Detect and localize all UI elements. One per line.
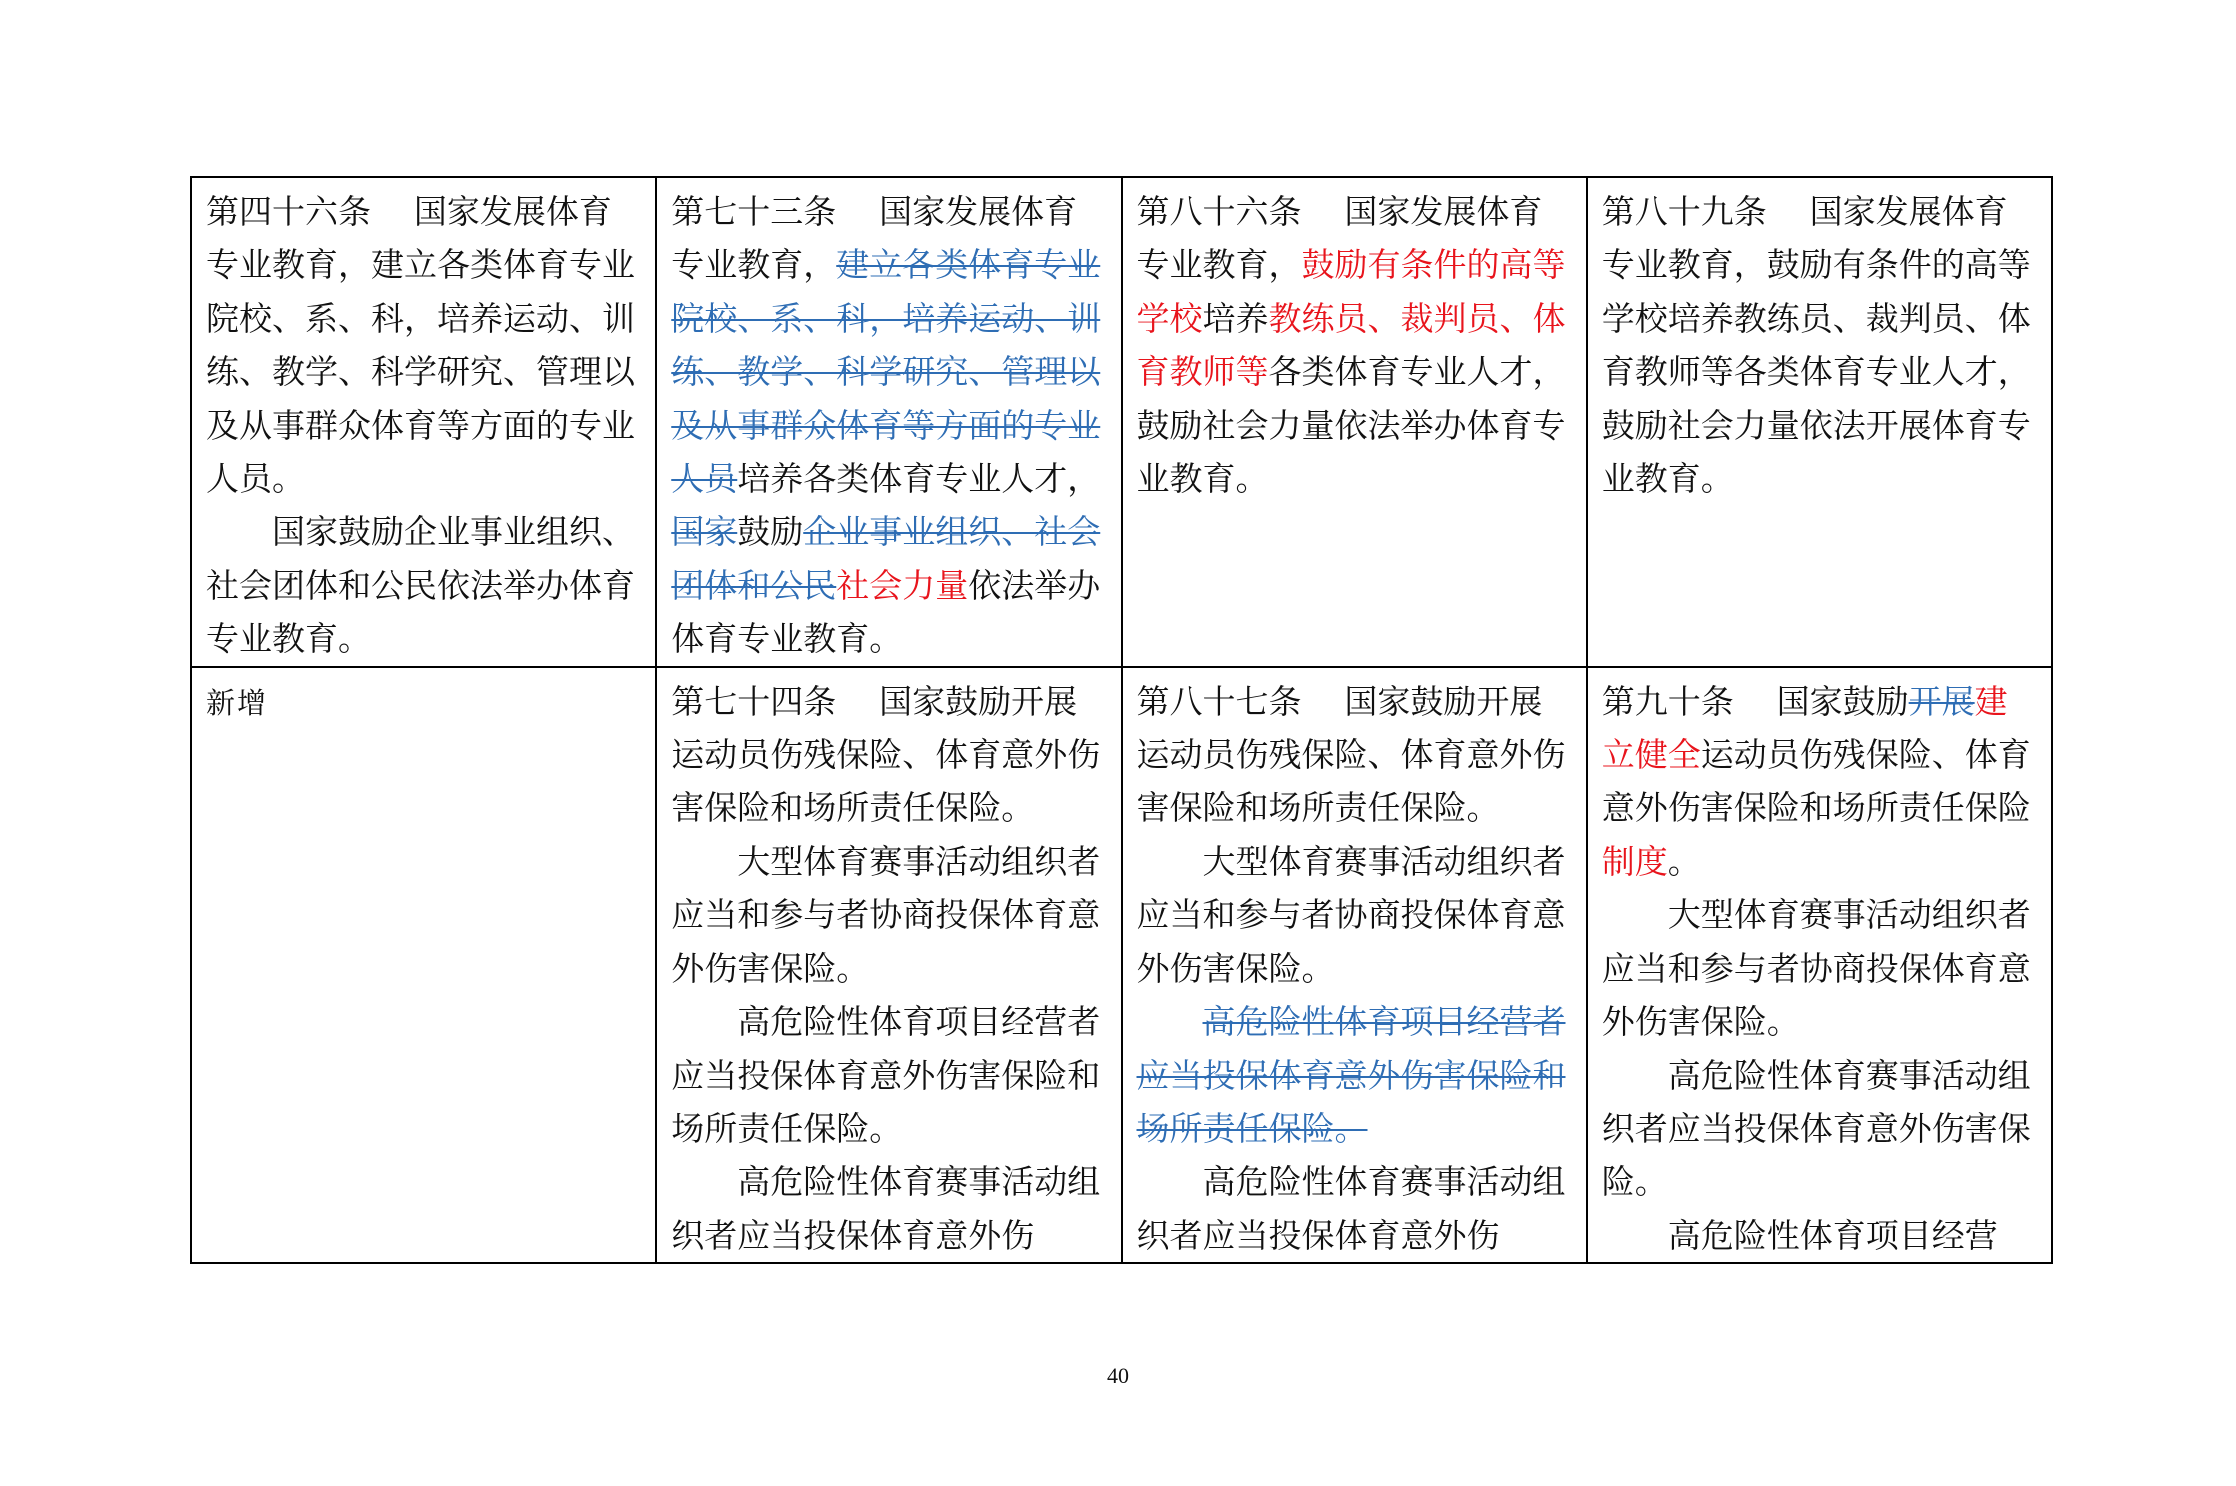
table-cell (1587, 177, 2052, 667)
inserted-text: 社会力量 (836, 565, 969, 605)
article-paragraph (1137, 835, 1574, 995)
article-paragraph (1602, 185, 2039, 505)
article-paragraph (671, 185, 1108, 666)
article-text: 培养各类体育专业人才， (737, 459, 1101, 499)
article-paragraph (671, 995, 1108, 1155)
inserted-text: 鼓励有条件的高等学校 (1136, 245, 1566, 338)
article-paragraph (1137, 1155, 1574, 1262)
table-cell (191, 177, 656, 667)
article-text: 国家鼓励开展运动员伤残保险、体育意外伤害保险和场所责任保险。 (671, 681, 1101, 828)
article-text: 培养 (1202, 298, 1269, 338)
article-paragraph (1602, 1049, 2039, 1209)
article-text: 依法举办体育专业教育。 (671, 565, 1101, 659)
page-number: 40 (1107, 1363, 1129, 1388)
table-cell (1122, 667, 1587, 1263)
article-text: 国家发展体育专业教育，鼓励有条件的高等学校培养教练员、裁判员、体育教师等各类体育专业人才，鼓励社会力量依法开展体育专业教育。 (1601, 192, 2031, 499)
article-text: 运动员伤残保险、体育意外伤害保险和场所责任保险 (1601, 735, 2031, 828)
article-text: 高危险性体育赛事活动组织者应当投保体育意外伤害保险。 (1601, 1055, 2031, 1202)
article-text: 大型体育赛事活动组织者应当和参与者协商投保体育意外伤害保险。 (671, 841, 1101, 988)
article-text: 大型体育赛事活动组织者应当和参与者协商投保体育意外伤害保险。 (1601, 895, 2031, 1042)
article-text: 高危险性体育赛事活动组织者应当投保体育意外伤 (671, 1162, 1101, 1255)
article-text: 鼓励 (737, 512, 804, 552)
article-text: 国家发展体育专业教育， (671, 192, 1078, 285)
article-text: 国家鼓励 (1776, 681, 1909, 721)
article-text: 第八十七条 (1136, 681, 1302, 721)
article-paragraph (671, 835, 1108, 995)
article-paragraph (671, 1155, 1108, 1262)
article-text: 第八十九条 (1601, 192, 1767, 231)
article-text: 大型体育赛事活动组织者应当和参与者协商投保体育意外伤害保险。 (1136, 841, 1566, 988)
inserted-text: 制度 (1601, 841, 1668, 881)
comparison-table (190, 176, 2053, 1264)
article-paragraph (1602, 1209, 2039, 1262)
table-cell (656, 177, 1121, 667)
article-text: 第九十条 (1601, 681, 1734, 721)
article-paragraph (1137, 995, 1574, 1155)
table-row (191, 177, 2052, 667)
article-text: 国家发展体育专业教育，建立各类体育专业院校、系、科，培养运动、训练、教学、科学研究、管理以及从事群众体育等方面的专业人员。 (206, 192, 635, 499)
article-text: 高危险性体育项目经营者应当投保体育意外伤害保险和场所责任保险。 (671, 1002, 1101, 1148)
article-text: 。 (1667, 841, 1701, 881)
article-paragraph (206, 185, 643, 505)
article-text: 第四十六条 (206, 192, 371, 231)
article-text: 国家鼓励企业事业组织、社会团体和公民依法举办体育专业教育。 (206, 512, 635, 659)
article-text: 各类体育专业人才，鼓励社会力量依法举办体育专业教育。 (1136, 352, 1566, 499)
article-text: 第七十四条 (671, 681, 837, 721)
new-article-label: 新增 (206, 685, 269, 720)
article-paragraph (206, 505, 643, 665)
article-text: 国家发展体育专业教育， (1136, 192, 1543, 285)
article-text: 高危险性体育项目经营 (1667, 1215, 1998, 1255)
article-paragraph (1602, 888, 2039, 1048)
article-paragraph (1602, 675, 2039, 889)
table-cell (1122, 177, 1587, 667)
inserted-text: 建立健全 (1601, 681, 2008, 775)
article-paragraph (1137, 675, 1574, 835)
inserted-text: 教练员、裁判员、体育教师等 (1136, 298, 1566, 392)
table-row (191, 667, 2052, 1263)
deleted-text: 企业事业组织、社会团体和公民 (671, 512, 1101, 605)
deleted-text: 建立各类体育专业院校、系、科，培养运动、训练、教学、科学研究、管理以及从事群众体育等方面的专业人员 (671, 245, 1101, 499)
article-paragraph (671, 675, 1108, 835)
deleted-text: 开展 (1908, 681, 1975, 721)
article-text: 高危险性体育赛事活动组织者应当投保体育意外伤 (1136, 1162, 1566, 1255)
article-text: 第七十三条 (671, 192, 837, 231)
article-text: 国家鼓励开展运动员伤残保险、体育意外伤害保险和场所责任保险。 (1136, 681, 1566, 828)
table-cell (1587, 667, 2052, 1263)
table-cell (191, 667, 656, 1263)
deleted-text: 高危险性体育项目经营者应当投保体育意外伤害保险和场所责任保险。 (1136, 1002, 1566, 1148)
article-text: 第八十六条 (1136, 192, 1302, 231)
deleted-text: 国家 (671, 512, 738, 552)
table-cell (656, 667, 1121, 1263)
article-paragraph (1137, 185, 1574, 505)
